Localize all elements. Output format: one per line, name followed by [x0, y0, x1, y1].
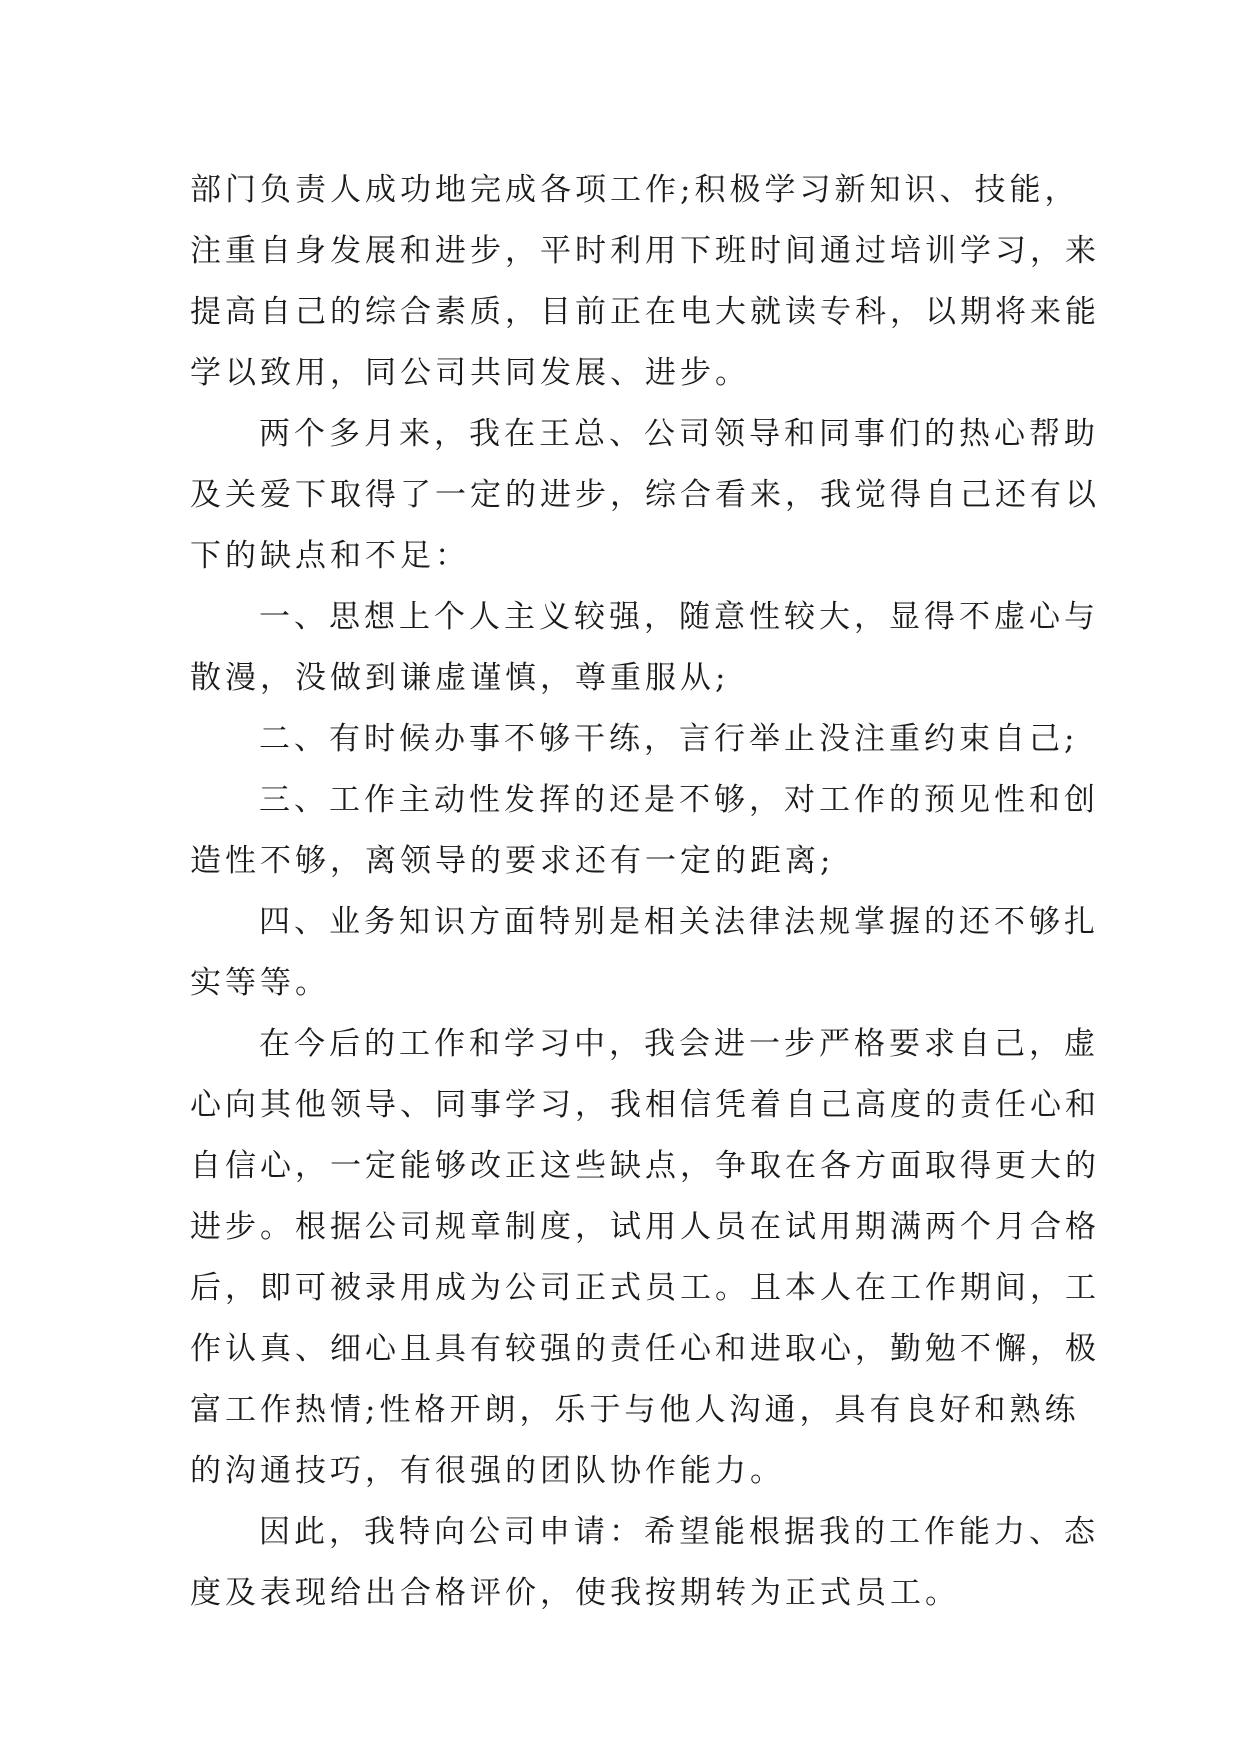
text-line: 散漫，没做到谦虚谨慎，尊重服从;	[190, 660, 730, 696]
paragraph-first-line: 二、有时候办事不够干练，言行举止没注重约束自己;	[259, 721, 1079, 757]
paragraph-first-line: 一、思想上个人主义较强，随意性较大，显得不虚心与	[259, 599, 1099, 635]
paragraph-first-line: 四、业务知识方面特别是相关法律法规掌握的还不够扎	[259, 904, 1099, 940]
text-line: 心向其他领导、同事学习，我相信凭着自己高度的责任心和	[190, 1087, 1100, 1123]
text-line: 及关爱下取得了一定的进步，综合看来，我觉得自己还有以	[190, 477, 1100, 513]
document-body	[190, 160, 1100, 1624]
text-line: 实等等。	[190, 965, 330, 1001]
text-line: 作认真、细心且具有较强的责任心和进取心，勤勉不懈，极	[190, 1331, 1100, 1367]
text-line: 部门负责人成功地完成各项工作;积极学习新知识、技能，	[190, 172, 1080, 208]
text-line: 富工作热情;性格开朗，乐于与他人沟通，具有良好和熟练	[190, 1392, 1080, 1428]
text-line: 注重自身发展和进步，平时利用下班时间通过培训学习，来	[190, 233, 1100, 269]
text-line: 提高自己的综合素质，目前正在电大就读专科，以期将来能	[190, 294, 1100, 330]
text-line: 自信心，一定能够改正这些缺点，争取在各方面取得更大的	[190, 1148, 1100, 1184]
text-line: 度及表现给出合格评价，使我按期转为正式员工。	[190, 1575, 960, 1611]
text-line: 后，即可被录用成为公司正式员工。且本人在工作期间，工	[190, 1270, 1100, 1306]
text-line: 学以致用，同公司共同发展、进步。	[190, 355, 750, 391]
paragraph-first-line: 两个多月来，我在王总、公司领导和同事们的热心帮助	[259, 416, 1099, 452]
text-line: 进步。根据公司规章制度，试用人员在试用期满两个月合格	[190, 1209, 1100, 1245]
paragraph-first-line: 三、工作主动性发挥的还是不够，对工作的预见性和创	[259, 782, 1099, 818]
paragraph-first-line: 在今后的工作和学习中，我会进一步严格要求自己，虚	[259, 1026, 1099, 1062]
text-line: 的沟通技巧，有很强的团队协作能力。	[190, 1453, 785, 1489]
text-line: 造性不够，离领导的要求还有一定的距离;	[190, 843, 835, 879]
text-line: 下的缺点和不足：	[190, 538, 470, 574]
paragraph-first-line: 因此，我特向公司申请：希望能根据我的工作能力、态	[259, 1514, 1099, 1550]
